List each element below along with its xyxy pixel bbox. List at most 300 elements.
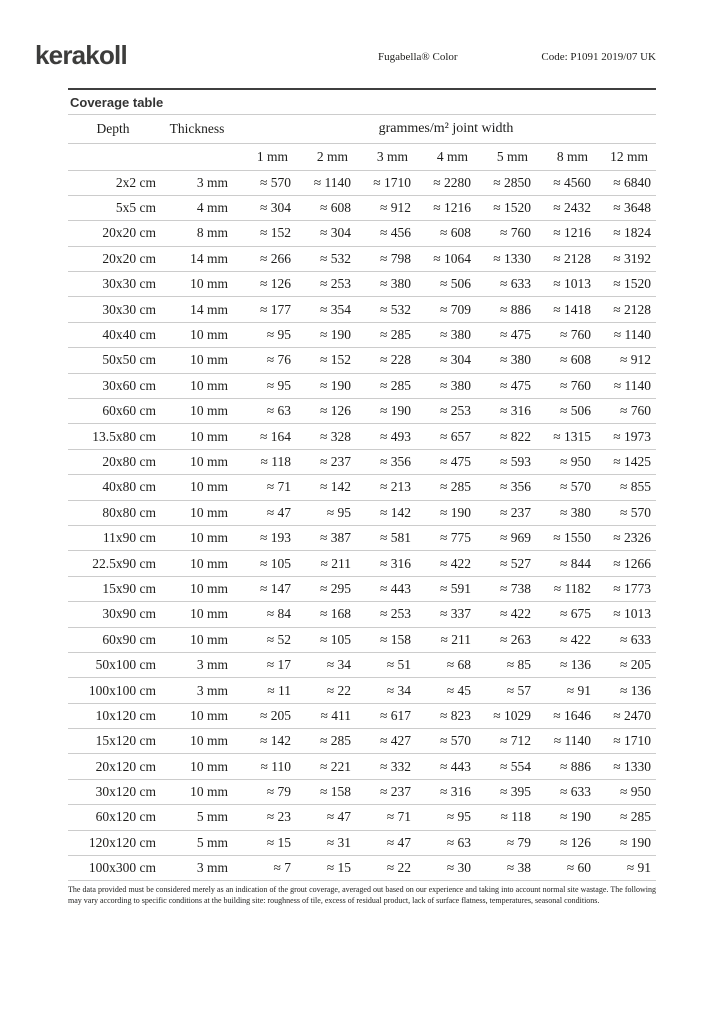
- coverage-value-cell: ≈ 1064: [433, 250, 471, 266]
- table-row: [68, 525, 656, 550]
- coverage-value-cell: ≈ 190: [619, 834, 651, 850]
- coverage-value-cell: ≈ 4560: [553, 174, 591, 190]
- document-code: Code: P1091 2019/07 UK: [541, 51, 656, 63]
- depth-cell: 30x120 cm: [95, 784, 156, 800]
- coverage-value-cell: ≈ 228: [379, 352, 411, 368]
- table-row: [68, 729, 656, 754]
- coverage-value-cell: ≈ 760: [499, 225, 531, 241]
- coverage-value-cell: ≈ 1330: [493, 250, 531, 266]
- coverage-value-cell: ≈ 2326: [613, 530, 651, 546]
- coverage-value-cell: ≈ 354: [319, 301, 351, 317]
- coverage-value-cell: ≈ 190: [319, 327, 351, 343]
- coverage-value-cell: ≈ 7: [273, 860, 291, 876]
- depth-cell: 120x120 cm: [88, 834, 156, 850]
- thickness-cell: 3 mm: [196, 174, 228, 190]
- coverage-value-cell: ≈ 79: [506, 834, 531, 850]
- coverage-value-cell: ≈ 142: [259, 733, 291, 749]
- coverage-value-cell: ≈ 68: [446, 657, 471, 673]
- depth-cell: 50x100 cm: [95, 657, 156, 673]
- thickness-cell: 10 mm: [190, 758, 228, 774]
- coverage-value-cell: ≈ 328: [319, 428, 351, 444]
- coverage-value-cell: ≈ 422: [559, 631, 591, 647]
- table-row: [68, 221, 656, 246]
- thickness-cell: 3 mm: [196, 657, 228, 673]
- depth-cell: 50x50 cm: [102, 352, 156, 368]
- coverage-value-cell: ≈ 15: [326, 860, 351, 876]
- coverage-value-cell: ≈ 63: [446, 834, 471, 850]
- thickness-cell: 10 mm: [190, 504, 228, 520]
- coverage-value-cell: ≈ 105: [259, 555, 291, 571]
- coverage-value-cell: ≈ 22: [326, 682, 351, 698]
- col-header-joint-width: 2 mm: [296, 143, 356, 170]
- coverage-value-cell: ≈ 152: [259, 225, 291, 241]
- col-header-thickness: Thickness: [158, 115, 236, 143]
- coverage-value-cell: ≈ 304: [319, 225, 351, 241]
- coverage-value-cell: ≈ 380: [559, 504, 591, 520]
- col-header-joint-width-group: grammes/m² joint width: [236, 115, 656, 143]
- table-row: [68, 475, 656, 500]
- coverage-value-cell: ≈ 475: [439, 453, 471, 469]
- coverage-value-cell: ≈ 190: [319, 377, 351, 393]
- table-row: [68, 246, 656, 271]
- table-title: Coverage table: [68, 88, 656, 115]
- coverage-value-cell: ≈ 168: [319, 606, 351, 622]
- coverage-value-cell: ≈ 11: [267, 682, 291, 698]
- coverage-value-cell: ≈ 23: [266, 809, 291, 825]
- coverage-value-cell: ≈ 886: [559, 758, 591, 774]
- coverage-value-cell: ≈ 253: [439, 403, 471, 419]
- coverage-value-cell: ≈ 1182: [553, 580, 591, 596]
- col-header-joint-width: 4 mm: [416, 143, 476, 170]
- coverage-value-cell: ≈ 91: [566, 682, 591, 698]
- coverage-value-cell: ≈ 47: [386, 834, 411, 850]
- coverage-value-cell: ≈ 51: [386, 657, 411, 673]
- depth-cell: 60x120 cm: [95, 809, 156, 825]
- coverage-value-cell: ≈ 608: [439, 225, 471, 241]
- coverage-value-cell: ≈ 675: [559, 606, 591, 622]
- coverage-value-cell: ≈ 760: [619, 403, 651, 419]
- coverage-value-cell: ≈ 356: [499, 479, 531, 495]
- coverage-value-cell: ≈ 633: [619, 631, 651, 647]
- coverage-value-cell: ≈ 316: [439, 784, 471, 800]
- table-row: [68, 703, 656, 728]
- coverage-value-cell: ≈ 60: [566, 860, 591, 876]
- coverage-value-cell: ≈ 177: [259, 301, 291, 317]
- coverage-value-cell: ≈ 506: [559, 403, 591, 419]
- coverage-value-cell: ≈ 237: [319, 453, 351, 469]
- coverage-value-cell: ≈ 1013: [613, 606, 651, 622]
- coverage-value-cell: ≈ 47: [326, 809, 351, 825]
- coverage-value-cell: ≈ 356: [379, 453, 411, 469]
- product-name: Fugabella® Color: [378, 51, 458, 63]
- depth-cell: 30x60 cm: [102, 377, 156, 393]
- table-row: [68, 195, 656, 220]
- coverage-value-cell: ≈ 380: [499, 352, 531, 368]
- coverage-value-cell: ≈ 1520: [493, 200, 531, 216]
- coverage-value-cell: ≈ 1029: [493, 707, 531, 723]
- col-header-joint-width: 8 mm: [536, 143, 596, 170]
- table-row: [68, 830, 656, 855]
- coverage-value-cell: ≈ 15: [266, 834, 291, 850]
- depth-cell: 15x120 cm: [95, 733, 156, 749]
- coverage-value-cell: ≈ 844: [559, 555, 591, 571]
- col-header-joint-width: 12 mm: [596, 143, 656, 170]
- coverage-value-cell: ≈ 285: [619, 809, 651, 825]
- coverage-value-cell: ≈ 205: [619, 657, 651, 673]
- coverage-value-cell: ≈ 332: [379, 758, 411, 774]
- col-header-joint-width: 5 mm: [476, 143, 536, 170]
- col-header-depth: Depth: [68, 115, 158, 143]
- coverage-value-cell: ≈ 912: [619, 352, 651, 368]
- coverage-value-cell: ≈ 760: [559, 327, 591, 343]
- coverage-value-cell: ≈ 475: [499, 327, 531, 343]
- coverage-value-cell: ≈ 411: [320, 707, 351, 723]
- coverage-value-cell: ≈ 31: [326, 834, 351, 850]
- subheader-spacer-depth: [68, 143, 158, 170]
- coverage-value-cell: ≈ 76: [266, 352, 291, 368]
- table-row: [68, 373, 656, 398]
- thickness-cell: 10 mm: [190, 733, 228, 749]
- table-subheader-row: [68, 143, 656, 170]
- depth-cell: 10x120 cm: [95, 707, 156, 723]
- thickness-cell: 8 mm: [196, 225, 228, 241]
- coverage-value-cell: ≈ 380: [439, 327, 471, 343]
- coverage-value-cell: ≈ 237: [379, 784, 411, 800]
- table-row: [68, 576, 656, 601]
- coverage-value-cell: ≈ 190: [379, 403, 411, 419]
- coverage-value-cell: ≈ 1140: [613, 327, 651, 343]
- coverage-value-cell: ≈ 554: [499, 758, 531, 774]
- coverage-value-cell: ≈ 1773: [613, 580, 651, 596]
- table-row: [68, 779, 656, 804]
- coverage-value-cell: ≈ 798: [379, 250, 411, 266]
- coverage-value-cell: ≈ 387: [319, 530, 351, 546]
- table-row: [68, 551, 656, 576]
- coverage-value-cell: ≈ 950: [619, 784, 651, 800]
- coverage-value-cell: ≈ 22: [386, 860, 411, 876]
- depth-cell: 20x120 cm: [95, 758, 156, 774]
- depth-cell: 30x30 cm: [102, 301, 156, 317]
- coverage-value-cell: ≈ 493: [379, 428, 411, 444]
- coverage-value-cell: ≈ 136: [619, 682, 651, 698]
- coverage-value-cell: ≈ 443: [439, 758, 471, 774]
- thickness-cell: 5 mm: [196, 834, 228, 850]
- coverage-value-cell: ≈ 158: [319, 784, 351, 800]
- coverage-value-cell: ≈ 71: [266, 479, 291, 495]
- coverage-value-cell: ≈ 1418: [553, 301, 591, 317]
- coverage-value-cell: ≈ 422: [439, 555, 471, 571]
- table-row: [68, 678, 656, 703]
- coverage-value-cell: ≈ 950: [559, 453, 591, 469]
- coverage-value-cell: ≈ 57: [506, 682, 531, 698]
- coverage-value-cell: ≈ 142: [379, 504, 411, 520]
- depth-cell: 60x90 cm: [102, 631, 156, 647]
- table-row: [68, 805, 656, 830]
- table-row: [68, 322, 656, 347]
- depth-cell: 100x300 cm: [88, 860, 156, 876]
- coverage-value-cell: ≈ 1140: [313, 174, 351, 190]
- coverage-value-cell: ≈ 1710: [613, 733, 651, 749]
- coverage-value-cell: ≈ 30: [446, 860, 471, 876]
- col-header-joint-width: 3 mm: [356, 143, 416, 170]
- coverage-value-cell: ≈ 95: [266, 377, 291, 393]
- depth-cell: 40x80 cm: [102, 479, 156, 495]
- coverage-value-cell: ≈ 709: [439, 301, 471, 317]
- coverage-value-cell: ≈ 211: [440, 631, 471, 647]
- depth-cell: 5x5 cm: [115, 200, 156, 216]
- thickness-cell: 10 mm: [190, 707, 228, 723]
- coverage-value-cell: ≈ 532: [319, 250, 351, 266]
- depth-cell: 40x40 cm: [102, 327, 156, 343]
- thickness-cell: 10 mm: [190, 352, 228, 368]
- table-row: [68, 348, 656, 373]
- coverage-value-cell: ≈ 380: [439, 377, 471, 393]
- table-row: [68, 500, 656, 525]
- coverage-value-cell: ≈ 285: [319, 733, 351, 749]
- coverage-value-cell: ≈ 6840: [613, 174, 651, 190]
- table-row: [68, 272, 656, 297]
- coverage-value-cell: ≈ 570: [619, 504, 651, 520]
- coverage-value-cell: ≈ 152: [319, 352, 351, 368]
- thickness-cell: 14 mm: [190, 250, 228, 266]
- coverage-value-cell: ≈ 253: [379, 606, 411, 622]
- depth-cell: 80x80 cm: [102, 504, 156, 520]
- depth-cell: 22.5x90 cm: [92, 555, 156, 571]
- depth-cell: 20x80 cm: [102, 453, 156, 469]
- coverage-table: [68, 115, 656, 881]
- thickness-cell: 10 mm: [190, 276, 228, 292]
- thickness-cell: 10 mm: [190, 403, 228, 419]
- thickness-cell: 10 mm: [190, 479, 228, 495]
- depth-cell: 15x90 cm: [102, 580, 156, 596]
- depth-cell: 2x2 cm: [115, 174, 156, 190]
- depth-cell: 30x90 cm: [102, 606, 156, 622]
- coverage-value-cell: ≈ 110: [260, 758, 291, 774]
- table-row: [68, 399, 656, 424]
- coverage-value-cell: ≈ 775: [439, 530, 471, 546]
- coverage-value-cell: ≈ 91: [626, 860, 651, 876]
- coverage-value-cell: ≈ 2128: [613, 301, 651, 317]
- thickness-cell: 10 mm: [190, 327, 228, 343]
- coverage-value-cell: ≈ 2280: [433, 174, 471, 190]
- coverage-value-cell: ≈ 237: [499, 504, 531, 520]
- table-group-header-row: [68, 115, 656, 143]
- coverage-value-cell: ≈ 105: [319, 631, 351, 647]
- coverage-value-cell: ≈ 822: [499, 428, 531, 444]
- depth-cell: 11x90 cm: [102, 530, 156, 546]
- thickness-cell: 3 mm: [196, 860, 228, 876]
- coverage-value-cell: ≈ 633: [499, 276, 531, 292]
- coverage-value-cell: ≈ 3648: [613, 200, 651, 216]
- coverage-value-cell: ≈ 886: [499, 301, 531, 317]
- coverage-value-cell: ≈ 2850: [493, 174, 531, 190]
- coverage-value-cell: ≈ 71: [386, 809, 411, 825]
- table-row: [68, 424, 656, 449]
- coverage-value-cell: ≈ 17: [266, 657, 291, 673]
- table-row: [68, 297, 656, 322]
- thickness-cell: 5 mm: [196, 809, 228, 825]
- coverage-value-cell: ≈ 316: [379, 555, 411, 571]
- thickness-cell: 10 mm: [190, 428, 228, 444]
- coverage-value-cell: ≈ 570: [439, 733, 471, 749]
- coverage-value-cell: ≈ 147: [259, 580, 291, 596]
- coverage-value-cell: ≈ 95: [446, 809, 471, 825]
- coverage-value-cell: ≈ 1013: [553, 276, 591, 292]
- coverage-value-cell: ≈ 285: [439, 479, 471, 495]
- coverage-value-cell: ≈ 316: [499, 403, 531, 419]
- coverage-value-cell: ≈ 52: [266, 631, 291, 647]
- table-row: [68, 652, 656, 677]
- coverage-value-cell: ≈ 969: [499, 530, 531, 546]
- coverage-value-cell: ≈ 1520: [613, 276, 651, 292]
- coverage-value-cell: ≈ 337: [439, 606, 471, 622]
- thickness-cell: 10 mm: [190, 453, 228, 469]
- coverage-value-cell: ≈ 1646: [553, 707, 591, 723]
- thickness-cell: 10 mm: [190, 580, 228, 596]
- coverage-value-cell: ≈ 118: [500, 809, 531, 825]
- coverage-value-cell: ≈ 912: [379, 200, 411, 216]
- coverage-value-cell: ≈ 1140: [553, 733, 591, 749]
- thickness-cell: 10 mm: [190, 377, 228, 393]
- coverage-value-cell: ≈ 2432: [553, 200, 591, 216]
- coverage-value-cell: ≈ 34: [386, 682, 411, 698]
- thickness-cell: 4 mm: [196, 200, 228, 216]
- coverage-value-cell: ≈ 1824: [613, 225, 651, 241]
- coverage-value-cell: ≈ 164: [259, 428, 291, 444]
- coverage-value-cell: ≈ 193: [259, 530, 291, 546]
- coverage-value-cell: ≈ 47: [266, 504, 291, 520]
- coverage-value-cell: ≈ 266: [259, 250, 291, 266]
- coverage-value-cell: ≈ 63: [266, 403, 291, 419]
- coverage-value-cell: ≈ 422: [499, 606, 531, 622]
- coverage-value-cell: ≈ 79: [266, 784, 291, 800]
- coverage-value-cell: ≈ 190: [439, 504, 471, 520]
- coverage-value-cell: ≈ 95: [326, 504, 351, 520]
- thickness-cell: 14 mm: [190, 301, 228, 317]
- coverage-value-cell: ≈ 1315: [553, 428, 591, 444]
- table-row: [68, 627, 656, 652]
- footnote: The data provided must be considered merely as an indication of the grout coverage, averaged out based on our experience and taking into account normal site wastage. The following may vary according to specific conditions at the building site: roughness of tile, excess of residual product, lack of surface flatness, temperatures, seasonal conditions.: [68, 885, 656, 906]
- coverage-value-cell: ≈ 213: [379, 479, 411, 495]
- thickness-cell: 10 mm: [190, 606, 228, 622]
- coverage-value-cell: ≈ 855: [619, 479, 651, 495]
- coverage-value-cell: ≈ 1973: [613, 428, 651, 444]
- depth-cell: 20x20 cm: [102, 250, 156, 266]
- coverage-value-cell: ≈ 380: [379, 276, 411, 292]
- thickness-cell: 10 mm: [190, 784, 228, 800]
- coverage-value-cell: ≈ 823: [439, 707, 471, 723]
- coverage-value-cell: ≈ 532: [379, 301, 411, 317]
- coverage-value-cell: ≈ 581: [379, 530, 411, 546]
- depth-cell: 30x30 cm: [102, 276, 156, 292]
- coverage-value-cell: ≈ 738: [499, 580, 531, 596]
- coverage-value-cell: ≈ 593: [499, 453, 531, 469]
- coverage-value-cell: ≈ 1710: [373, 174, 411, 190]
- coverage-value-cell: ≈ 1140: [613, 377, 651, 393]
- depth-cell: 13.5x80 cm: [92, 428, 156, 444]
- coverage-value-cell: ≈ 84: [266, 606, 291, 622]
- coverage-value-cell: ≈ 617: [379, 707, 411, 723]
- coverage-table-section: [68, 88, 656, 907]
- coverage-value-cell: ≈ 1216: [433, 200, 471, 216]
- coverage-value-cell: ≈ 263: [499, 631, 531, 647]
- coverage-value-cell: ≈ 38: [506, 860, 531, 876]
- table-row: [68, 170, 656, 195]
- coverage-value-cell: ≈ 304: [439, 352, 471, 368]
- coverage-value-cell: ≈ 45: [446, 682, 471, 698]
- table-row: [68, 602, 656, 627]
- coverage-value-cell: ≈ 1425: [613, 453, 651, 469]
- coverage-value-cell: ≈ 190: [559, 809, 591, 825]
- coverage-value-cell: ≈ 1266: [613, 555, 651, 571]
- coverage-value-cell: ≈ 126: [319, 403, 351, 419]
- coverage-value-cell: ≈ 126: [259, 276, 291, 292]
- coverage-value-cell: ≈ 126: [559, 834, 591, 850]
- coverage-value-cell: ≈ 506: [439, 276, 471, 292]
- kerakoll-logo: kerakoll: [35, 40, 127, 70]
- coverage-value-cell: ≈ 304: [259, 200, 291, 216]
- coverage-value-cell: ≈ 608: [319, 200, 351, 216]
- table-row: [68, 449, 656, 474]
- coverage-value-cell: ≈ 2470: [613, 707, 651, 723]
- coverage-value-cell: ≈ 570: [559, 479, 591, 495]
- coverage-value-cell: ≈ 570: [259, 174, 291, 190]
- coverage-value-cell: ≈ 95: [266, 327, 291, 343]
- coverage-value-cell: ≈ 395: [499, 784, 531, 800]
- coverage-value-cell: ≈ 118: [260, 453, 291, 469]
- coverage-value-cell: ≈ 527: [499, 555, 531, 571]
- thickness-cell: 10 mm: [190, 631, 228, 647]
- coverage-value-cell: ≈ 1330: [613, 758, 651, 774]
- thickness-cell: 10 mm: [190, 530, 228, 546]
- coverage-value-cell: ≈ 456: [379, 225, 411, 241]
- coverage-value-cell: ≈ 253: [319, 276, 351, 292]
- coverage-value-cell: ≈ 1216: [553, 225, 591, 241]
- coverage-value-cell: ≈ 443: [379, 580, 411, 596]
- coverage-value-cell: ≈ 633: [559, 784, 591, 800]
- coverage-value-cell: ≈ 85: [506, 657, 531, 673]
- coverage-value-cell: ≈ 2128: [553, 250, 591, 266]
- thickness-cell: 10 mm: [190, 555, 228, 571]
- depth-cell: 60x60 cm: [102, 403, 156, 419]
- table-row: [68, 754, 656, 779]
- coverage-value-cell: ≈ 142: [319, 479, 351, 495]
- coverage-value-cell: ≈ 221: [319, 758, 351, 774]
- coverage-value-cell: ≈ 295: [319, 580, 351, 596]
- coverage-value-cell: ≈ 427: [379, 733, 411, 749]
- coverage-value-cell: ≈ 211: [320, 555, 351, 571]
- coverage-value-cell: ≈ 760: [559, 377, 591, 393]
- table-row: [68, 856, 656, 881]
- coverage-value-cell: ≈ 3192: [613, 250, 651, 266]
- coverage-value-cell: ≈ 34: [326, 657, 351, 673]
- subheader-spacer-thickness: [158, 143, 236, 170]
- coverage-value-cell: ≈ 158: [379, 631, 411, 647]
- coverage-value-cell: ≈ 591: [439, 580, 471, 596]
- coverage-value-cell: ≈ 285: [379, 327, 411, 343]
- coverage-value-cell: ≈ 475: [499, 377, 531, 393]
- thickness-cell: 3 mm: [196, 682, 228, 698]
- coverage-value-cell: ≈ 136: [559, 657, 591, 673]
- coverage-value-cell: ≈ 205: [259, 707, 291, 723]
- coverage-value-cell: ≈ 712: [499, 733, 531, 749]
- coverage-value-cell: ≈ 608: [559, 352, 591, 368]
- coverage-value-cell: ≈ 285: [379, 377, 411, 393]
- depth-cell: 100x100 cm: [88, 682, 156, 698]
- depth-cell: 20x20 cm: [102, 225, 156, 241]
- col-header-joint-width: 1 mm: [236, 143, 296, 170]
- coverage-value-cell: ≈ 1550: [553, 530, 591, 546]
